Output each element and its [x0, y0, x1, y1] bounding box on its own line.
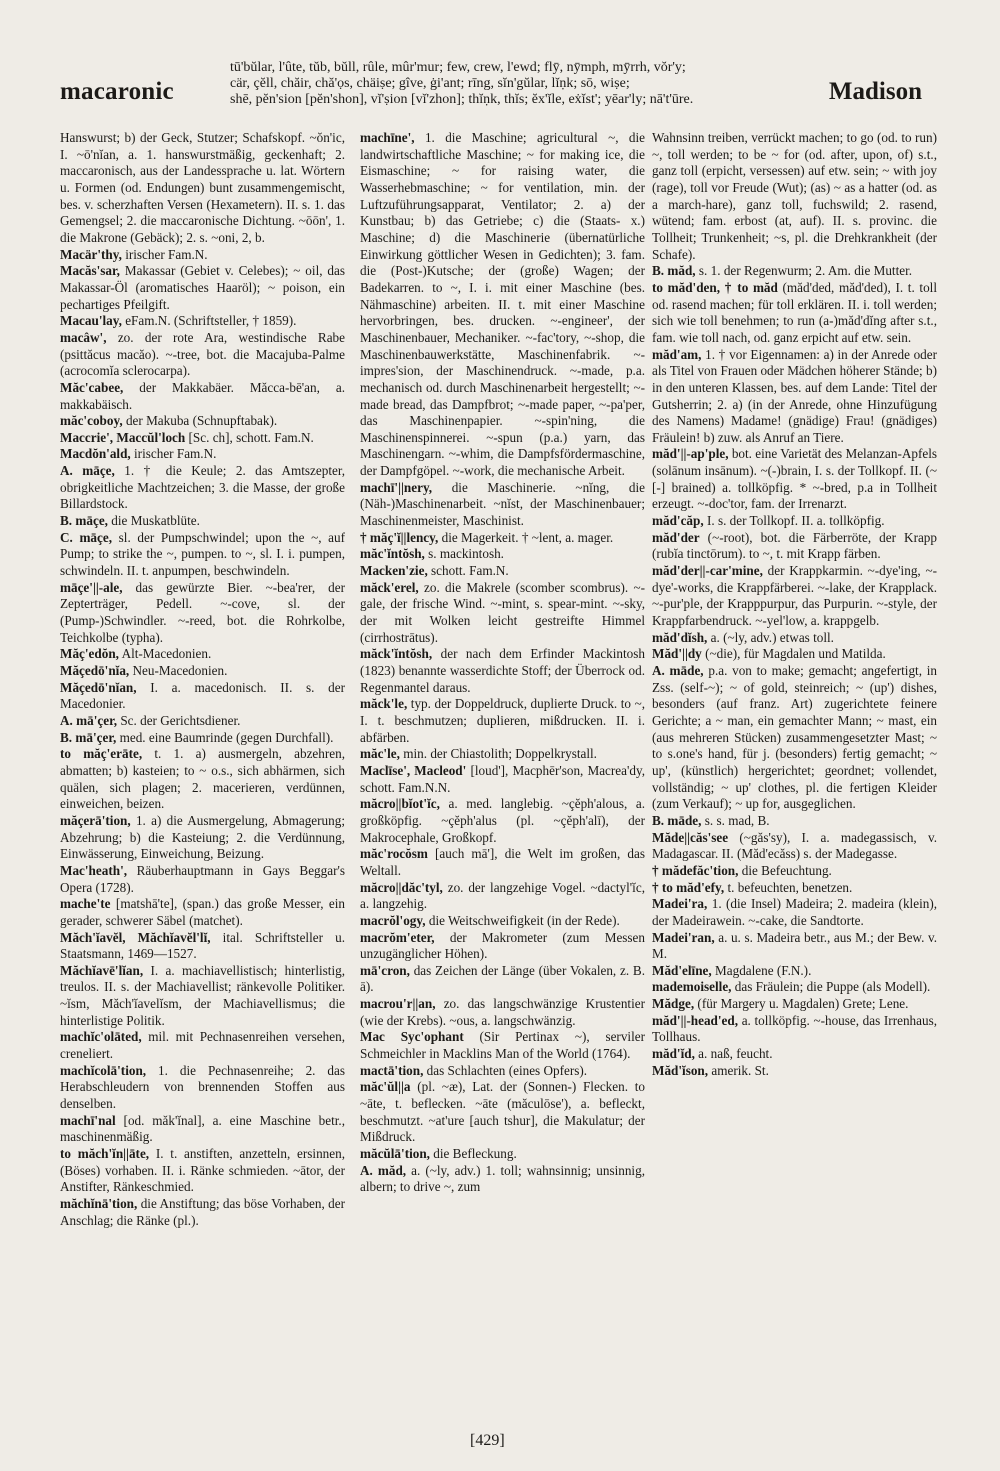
entry-definition: irischer Fam.N. — [125, 246, 208, 262]
entry-definition: a. u. s. Madeira betr., aus M.; der Bew. v. M. — [652, 929, 937, 962]
dictionary-entry — [360, 1063, 645, 1080]
entry-headword: măcro||bĭot'ĭc, — [360, 796, 440, 812]
entry-definition: irischer Fam.N. — [134, 446, 217, 462]
column-1 — [60, 130, 345, 1430]
entry-headword: Macau'lay, — [60, 313, 122, 329]
entry-headword: machī'nal — [60, 1112, 116, 1128]
entry-headword: măd'căp, — [652, 513, 704, 529]
entry-headword: măcŭlā'tion, — [360, 1146, 430, 1162]
entry-headword: A. mā'çer, — [60, 712, 118, 728]
dictionary-entry — [60, 463, 345, 513]
entry-definition: Neu-Macedonien. — [132, 663, 228, 678]
entry-definition: (Sir Pertinax ~), serviler Schmeichler in Macklins Man of the World (1764). — [360, 1029, 645, 1062]
entry-definition: a. med. langlebig. ~çĕph'alous, a. großköpfig. ~çĕph'alus (pl. ~çĕph'alī), der Makrocephale, Großkopf. — [360, 796, 645, 845]
page-number: [429] — [470, 1432, 505, 1449]
entry-headword: măçerā'tion, — [60, 812, 131, 828]
entry-definition: Sc. der Gerichtsdiener. — [120, 712, 241, 728]
entry-headword: Macdŏn'ald, — [60, 446, 131, 462]
dictionary-entry — [652, 863, 937, 880]
dictionary-entry — [652, 930, 937, 963]
entry-definition: amerik. St. — [711, 1062, 769, 1078]
entry-definition: der Makrometer (zum Messen unzugänglicher Höhen). — [360, 929, 645, 962]
dictionary-entry — [652, 446, 937, 513]
entry-definition: ital. Schriftsteller u. Staatsmann, 1469—1527. — [60, 929, 345, 962]
dictionary-entry — [60, 1146, 345, 1196]
dictionary-entry — [652, 830, 937, 863]
entry-definition: s. s. mad, B. — [704, 812, 770, 828]
dictionary-entry — [60, 813, 345, 863]
dictionary-entry — [360, 1079, 645, 1146]
entry-headword: to măç'erāte, — [60, 746, 143, 762]
entry-headword: mache'te — [60, 896, 111, 912]
entry-headword: B. mā'çer, — [60, 729, 117, 745]
entry-definition: der Makuba (Schnupftabak). — [125, 413, 278, 429]
entry-definition: (~găs'sy), I. a. madegassisch, v. Madagascar. II. (Măd'ecăss) s. der Madegasse. — [652, 829, 937, 862]
entry-headword: măck'ĭntŏsh, — [360, 646, 433, 662]
entry-definition: Makassar (Gebiet v. Celebes); ~ oil, das Makassar-Öl (aromatisches Haaröl); ~ poison, ein pechartiges Pfeilgift. — [60, 263, 345, 312]
entry-headword: B. māde, — [652, 812, 702, 828]
entry-headword: măd'am, — [652, 346, 702, 362]
entry-headword: † to măd'efy, — [652, 879, 725, 895]
dictionary-entry — [360, 796, 645, 846]
dictionary-entry — [360, 696, 645, 746]
entry-headword: Mac Syc'ophant — [360, 1029, 464, 1045]
dictionary-entry — [652, 530, 937, 563]
dictionary-entry — [60, 313, 345, 330]
entry-headword: Maclīse', Macleod' — [360, 762, 467, 778]
entry-definition: [od. măk'ĭnal], a. eine Maschine betr., maschinenmäßig. — [60, 1112, 345, 1145]
entry-definition: der nach dem Erfinder Mackintosh (1823) benannte wasserdichte Stoff; der Überrock od. Regenmantel daraus. — [360, 646, 645, 695]
dictionary-entry — [652, 646, 937, 663]
entry-definition: a. (~ly, adv.) etwas toll. — [710, 629, 834, 645]
entry-definition: zo. der rote Ara, westindische Rabe (psittăcus macăo). ~-tree, bot. die Macajuba-Palme (acrocomĭa sclerocarpa). — [60, 329, 345, 379]
entry-headword: măd'dĭsh, — [652, 629, 708, 645]
entry-definition: Hanswurst; b) der Geck, Stutzer; Schafskopf. ~ŏn'ic, I. ~ō'nĭan, a. 1. hanswurstmäßig, geckenhaft; 2. maccaronisch, aus der Landessprache u. lat. Wörtern u. Formen (od. Endungen) bunt zusammengemischt, bes. v. scherzhaften Versen (Hexametern). II. s. 1. das Gemengsel; 2. die maccaronische Dichtung. ~ōōn', 1. die Makrone (Gebäck); 2. s. ~oni, 2, b. — [60, 130, 345, 245]
entry-definition: s. 1. der Regenwurm; 2. Am. die Mutter. — [698, 263, 913, 279]
dictionary-entry — [60, 530, 345, 580]
dictionary-entry — [652, 347, 937, 447]
entry-headword: măd'der||-car'mine, — [652, 563, 763, 579]
guide-word-left: macaronic — [60, 78, 174, 105]
dictionary-entry — [360, 646, 645, 696]
entry-definition: 1. a) die Ausmergelung, Abmagerung; Abzehrung; b) die Kasteiung; 2. die Verdünnung, Einwässerung, Einweichung, Beizung. — [60, 812, 345, 862]
dictionary-entry — [360, 746, 645, 763]
dictionary-entry — [60, 380, 345, 413]
entry-headword: macrŏm'eter, — [360, 929, 435, 945]
dictionary-entry — [60, 430, 345, 447]
entry-definition: I. a. macedonisch. II. s. der Macedonier. — [60, 679, 345, 712]
entry-headword: machĭc'olāted, — [60, 1029, 142, 1045]
entry-definition: I. t. anstiften, anzetteln, ersinnen, (Böses) vorhaben. II. i. Ränke schmieden. ~ātor, der Anstifter, Ränkeschmied. — [60, 1146, 345, 1195]
entry-definition: (für Margery u. Magdalen) Grete; Lene. — [697, 996, 909, 1012]
dictionary-entry — [60, 130, 345, 247]
dictionary-entry — [360, 996, 645, 1029]
dictionary-entry — [652, 263, 937, 280]
entry-definition: typ. der Doppeldruck, duplierte Druck. to ~, I. t. beschmutzen; duplieren, mißdrucken. II. i. abfärben. — [360, 696, 645, 745]
entry-headword: Macär'thy, — [60, 246, 122, 262]
dictionary-entry — [652, 630, 937, 647]
entry-headword: Măd'elīne, — [652, 962, 712, 978]
dictionary-entry — [60, 746, 345, 813]
entry-definition: (pl. ~æ), Lat. der (Sonnen-) Flecken. to ~āte, t. beflecken. ~āte (măculōse'), a. befleckt, beschmutzt. ~at'ure [auch tshur], die Makulatur; der Mißdruck. — [360, 1079, 645, 1145]
dictionary-entry — [360, 1146, 645, 1163]
entry-definition: schott. Fam.N. — [431, 563, 509, 579]
entry-headword: Măd'||dy — [652, 646, 702, 662]
entry-definition: eFam.N. (Schriftsteller, † 1859). — [125, 313, 297, 329]
entry-definition: die Anstiftung; das böse Vorhaben, der Anschlag; die Ränke (pl.). — [60, 1196, 345, 1228]
entry-definition: 1. † die Keule; 2. das Amtszepter, obrigkeitliche Machtzeichen; 3. die Masse, der große Billardstock. — [60, 463, 345, 512]
entry-definition: t. befeuchten, benetzen. — [727, 879, 853, 895]
entry-headword: Măchĭavē'lĭan, — [60, 962, 144, 978]
dictionary-entry — [652, 663, 937, 813]
entry-headword: mactā'tion, — [360, 1062, 424, 1078]
dictionary-entry — [60, 446, 345, 463]
pronunciation-key-line: cär, çĕll, chăir, chă'ọs, chäiṣe; gîve, ġi'ant; rīng, sĭn'gŭlar, lĭṇk; sō, wiṣe; — [230, 76, 630, 91]
entry-definition: [loud'], Macphēr'son, Macrea'dy, schott. Fam.N.N. — [360, 762, 645, 795]
dictionary-entry — [60, 963, 345, 1030]
dictionary-entry — [60, 680, 345, 713]
entry-headword: Mădge, — [652, 996, 695, 1012]
entry-headword: Măch'ĭavĕl, Măchĭavĕl'lĭ, — [60, 929, 211, 945]
dictionary-entry — [60, 1029, 345, 1062]
entry-definition: die Magerkeit. † ~lent, a. mager. — [441, 529, 614, 545]
dictionary-entry — [60, 330, 345, 380]
entry-headword: machīne', — [360, 130, 415, 145]
entry-headword: măd'der — [652, 529, 700, 545]
entry-definition: [matshā'te], (span.) das große Messer, ein gerader, schwerer Säbel (matchet). — [60, 896, 345, 928]
dictionary-entry — [60, 413, 345, 430]
entry-headword: Madei'ran, — [652, 929, 715, 945]
entry-headword: măchĭnā'tion, — [60, 1196, 138, 1211]
entry-definition: 1. die Pechnasenreihe; 2. das Herabschleudern von brennenden Stoffen aus denselben. — [60, 1062, 345, 1112]
pronunciation-key-line: tū'bŭlar, l'ûte, tŭb, bŭll, rûle, mûr'mur; few, crew, l'ewd; flȳ, nȳmph, mȳrrh, vŏr'y; — [230, 60, 686, 75]
entry-headword: māçe'||-ale, — [60, 579, 123, 595]
entry-definition: t. 1. a) ausmergeln, abzehren, abmatten; b) kasteien; to ~ o.s., sich abhärmen, sich quälen, sich plagen; 2. macerieren, verdünnen, einweichen, beizen. — [60, 746, 345, 812]
dictionary-entry — [60, 1113, 345, 1146]
entry-headword: Macăs'sar, — [60, 263, 120, 279]
entry-headword: măc'ŭl||a — [360, 1079, 411, 1095]
dictionary-entry — [652, 280, 937, 347]
entry-definition: Magdalene (F.N.). — [715, 962, 812, 978]
entry-definition: sl. der Pumpschwindel; upon the ~, auf Pump; to strike the ~, pumpen. to ~, sl. I. i. pumpen, schwindeln. II. t. anpumpen, beschwindeln. — [60, 529, 345, 579]
entry-definition: s. mackintosh. — [428, 546, 504, 562]
entry-definition: mil. mit Pechnasenreihen versehen, creneliert. — [60, 1029, 345, 1062]
dictionary-entry — [652, 1046, 937, 1063]
dictionary-entry — [360, 880, 645, 913]
entry-definition: I. s. der Tollkopf. II. a. tollköpfig. — [706, 513, 885, 529]
entry-definition: die Befeuchtung. — [741, 862, 832, 878]
pronunciation-key-line: shē, pĕn'sion [pĕn'shon], vĭ'ṣion [vĭ'zhon]; thĭṇk, thĭs; ĕx'ĭle, eẋĭst'; yēar'ly; nā't'ūre. — [230, 92, 694, 107]
dictionary-entry — [60, 863, 345, 896]
dictionary-entry — [652, 1063, 937, 1080]
entry-definition: 1. † vor Eigennamen: a) in der Anrede oder als Titel von Frauen oder Mädchen höherer Stände; b) in den unteren Klassen, bes. auf dem Lande: Titel der Gutsherrin; 2. a) (in der Anrede, ohne Hinzufügung des Namens) Madame! (gnädige) Frau! (gnädiges) Fräulein! b) zuw. als Anruf an Tiere. — [652, 346, 937, 445]
entry-headword: Măçedō'nĭa, — [60, 663, 130, 678]
dictionary-entry — [60, 247, 345, 264]
column-3 — [652, 130, 937, 1430]
dictionary-entry — [360, 530, 645, 547]
column-2 — [360, 130, 645, 1430]
dictionary-entry — [652, 896, 937, 929]
entry-headword: măck'erel, — [360, 579, 419, 595]
entry-definition: zo. das langschwänzige Krustentier (wie der Krebs). ~ous, a. langschwänzig. — [360, 996, 645, 1028]
entry-headword: Madei'ra, — [652, 896, 708, 912]
entry-definition: Räuberhauptmann in Gays Beggar's Opera (1728). — [60, 862, 345, 895]
dictionary-entry — [60, 713, 345, 730]
entry-definition: [auch mā'], die Welt im großen, das Weltall. — [360, 846, 645, 878]
dictionary-entry — [60, 646, 345, 663]
dictionary-entry — [652, 513, 937, 530]
entry-definition: die Muskatblüte. — [111, 513, 200, 529]
entry-definition: a. tollköpfig. ~-house, das Irrenhaus, Tollhaus. — [652, 1012, 937, 1045]
dictionary-entry — [360, 930, 645, 963]
entry-headword: măc'ĭntŏsh, — [360, 546, 425, 562]
entry-headword: A. māçe, — [60, 463, 115, 479]
dictionary-entry — [360, 763, 645, 796]
dictionary-entry — [652, 1013, 937, 1046]
entry-headword: măc'le, — [360, 746, 400, 762]
entry-definition: (măd'ded, măd'ded), I. t. toll od. rasend machen; für toll erklären. II. i. toll werden; sich wie toll benehmen; to run (a-)măd'dĭng after s.t., fam. wie toll nach, od. ganz erpicht auf etw. sein. — [652, 279, 937, 345]
entry-definition: die Befleckung. — [433, 1146, 517, 1162]
entry-headword: to măd'den, † to măd — [652, 279, 778, 295]
entry-headword: B. māçe, — [60, 513, 108, 529]
entry-headword: to măch'ĭn||āte, — [60, 1146, 150, 1162]
dictionary-entry — [652, 130, 937, 263]
dictionary-entry — [60, 580, 345, 647]
entry-definition: (~die), für Magdalen und Matilda. — [705, 646, 886, 662]
entry-definition: bot. eine Varietät des Melanzan-Apfels (solānum insānum). ~(-)brain, I. s. der Tollkopf. II. (~[-] brained) a. tollköpfig. * ~-bred, p.a in Tollheit erzeugt. ~-doc'tor, fam. der Irrenarzt. — [652, 446, 937, 512]
entry-definition: a. naß, feucht. — [698, 1046, 773, 1062]
entry-headword: mā'cron, — [360, 962, 410, 978]
dictionary-entry — [652, 813, 937, 830]
entry-definition: Alt-Macedonien. — [121, 646, 212, 662]
dictionary-entry — [360, 130, 645, 480]
entry-definition: der Makkabäer. Măcca-bē'an, a. makkabäisch. — [60, 379, 345, 412]
entry-headword: măc'rocŏsm — [360, 846, 428, 862]
guide-word-right: Madison — [828, 78, 922, 105]
dictionary-entry — [652, 563, 937, 630]
dictionary-entry — [360, 580, 645, 647]
entry-headword: Măde||căs'see — [652, 829, 729, 845]
dictionary-entry — [360, 480, 645, 530]
entry-headword: Măç'edŏn, — [60, 646, 119, 662]
entry-headword: Măd'ĭson, — [652, 1062, 709, 1078]
entry-definition: der Krappkarmin. ~-dye'ing, ~-dye'-works, die Krappfärberei. ~-lake, der Krapplack. ~-pur'ple, der Krapppurpur, das Purpurin. ~-style, der Krappfarbendruck. ~-yel'low, a. krappgelb. — [652, 563, 937, 629]
entry-headword: măd'||-head'ed, — [652, 1012, 739, 1028]
dictionary-entry — [60, 263, 345, 313]
dictionary-entry — [652, 880, 937, 897]
dictionary-entry — [60, 1196, 345, 1229]
entry-definition: die Maschinerie. ~nĭng, die (Näh-)Maschinenarbeit. ~nĭst, der Maschinenbauer; Maschinenmeister, Maschinist. — [360, 479, 645, 529]
entry-definition: [Sc. ch], schott. Fam.N. — [188, 429, 314, 445]
dictionary-entry — [360, 546, 645, 563]
entry-definition: das Zeichen der Länge (über Vokalen, z. B. ā). — [360, 962, 645, 995]
dictionary-entry — [360, 846, 645, 879]
dictionary-entry — [60, 1063, 345, 1113]
dictionary-entry — [60, 663, 345, 680]
entry-headword: macâw', — [60, 329, 107, 345]
entry-headword: măck'le, — [360, 696, 408, 712]
entry-definition: das gewürzte Bier. ~-bea'rer, der Zepterträger, Pedell. ~-cove, sl. der (Pump-)Schwindler. ~-reed, bot. die Rohrkolbe, Teichkolbe (typha). — [60, 579, 345, 645]
dictionary-entry — [60, 930, 345, 963]
entry-definition: min. der Chiastolith; Doppelkrystall. — [403, 746, 597, 762]
entry-definition: I. a. machiavellistisch; hinterlistig, treulos. II. s. der Machiavellist; ränkevolle Politiker. ~ĭsm, Măch'ĭavelĭsm, der Machiavellismus; die hinterlistige Politik. — [60, 962, 345, 1028]
entry-headword: A. māde, — [652, 663, 704, 678]
dictionary-entry — [60, 513, 345, 530]
dictionary-entry — [360, 1029, 645, 1062]
entry-headword: A. măd, — [360, 1162, 407, 1178]
entry-headword: Măçedō'nĭan, — [60, 679, 137, 695]
entry-definition: die Weitschweifigkeit (in der Rede). — [428, 912, 620, 928]
entry-definition: zo. der langzehige Vogel. ~dactyl'ĭc, a. langzehig. — [360, 879, 645, 912]
entry-definition: 1. (die Insel) Madeira; 2. madeira (klein), der Madeirawein. ~-cake, die Sandtorte. — [652, 896, 937, 928]
dictionary-entry — [652, 979, 937, 996]
dictionary-entry — [652, 996, 937, 1013]
entry-definition: p.a. von to make; gemacht; angefertigt, in Zss. (self-~); ~ of gold, steinreich; ~ (up') dishes, besonders (auf franz. Art) zugerichtete feinere Gerichte; a ~ man, ein gemachter Mann; ~ mast, ein (aus mehreren Stücken) zusammengesetzter Mast; ~ to s.one's hand, für j. (besonders) fertig gemacht; ~ up', (künstlich) hergerichtet; geordnet; vollendet, vollständig; ~ up' clothes, pl. die fertigen Kleider (zum Verkauf); ~ up for, ausgeglichen. — [652, 663, 937, 812]
entry-headword: mademoiselle, — [652, 979, 732, 995]
entry-headword: machĭcolā'tion, — [60, 1062, 147, 1078]
dictionary-entry — [360, 963, 645, 996]
entry-definition: das Fräulein; die Puppe (als Modell). — [734, 979, 931, 995]
entry-definition: 1. die Maschine; agricultural ~, die landwirtschaftliche Maschine; ~ for making ice, die Eismaschine; ~ for raising water, die Wasserhebmaschine; ~ for ventilation, min. der Luftzuführungsapparat, Ventilator; 2. a) der Kunstbau; b) das Getriebe; c) die (Staats- x.) Maschine; d) die Maschinerie (übernatürliche Einwirkung göttlicher Wesen in Gedichten); 3. fam. die (Post-)Kutsche; der (große) Wagen; der Badekarren. to ~, I. i. mit einer Maschine (bes. Nähmaschine) arbeiten. II. t. mit einer Maschine hervorbringen, bes. drucken. ~-engineer', der Maschinenbauer, Mechaniker. ~-fac'tory, ~-shop, die Maschinenbauwerkstätte, Maschinenfabrik. ~-impres'sion, der Maschinendruck. ~-made, p.a. mechanisch od. durch Maschinenarbeit hergestellt; ~-made bread, das Dampfbrot; ~-made paper, ~-pa'per, das Maschinenpapier. ~-spin'ning, die Maschinenspinnerei. ~-spun (p.a.) yarn, das Maschinengarn. ~-whim, die Dampfsfördermaschine, der Dampfgöpel. ~-work, die mechanische Arbeit. — [360, 130, 645, 479]
entry-definition: med. eine Baumrinde (gegen Durchfall). — [119, 729, 334, 745]
entry-headword: macrou'r||an, — [360, 996, 436, 1012]
dictionary-entry — [360, 913, 645, 930]
entry-definition: a. (~ly, adv.) 1. toll; wahnsinnig; unsinnig, albern; to drive ~, zum — [360, 1162, 645, 1195]
entry-headword: măd'ĭd, — [652, 1046, 695, 1062]
entry-headword: măcro||dăc'tyl, — [360, 879, 443, 895]
dictionary-entry — [360, 563, 645, 580]
entry-headword: măd'||-ap'ple, — [652, 446, 729, 462]
entry-headword: Maccrie', Maccŭl'loch — [60, 429, 186, 445]
dictionary-entry — [360, 1163, 645, 1196]
entry-headword: macrŏl'ogy, — [360, 912, 426, 928]
entry-definition: (~-root), bot. die Färberröte, der Krapp (rubĭa tinctōrum). to ~, t. mit Krapp färben. — [652, 529, 937, 562]
entry-definition: das Schlachten (eines Opfers). — [426, 1062, 588, 1078]
dictionary-entry — [652, 963, 937, 980]
entry-headword: C. māçe, — [60, 529, 113, 545]
entry-headword: † măç'ĭ||lency, — [360, 529, 439, 545]
entry-headword: Mac'heath', — [60, 862, 128, 878]
entry-headword: măc'coboy, — [60, 413, 123, 429]
entry-headword: B. măd, — [652, 263, 696, 279]
entry-headword: Macken'zie, — [360, 563, 428, 579]
entry-definition: Wahnsinn treiben, verrückt machen; to go (od. to run) ~, toll werden; to be ~ for (od. after, upon, of) s.t., ganz toll (erpicht, versessen) auf etw. sein; ~ with joy (rage), toll vor Freude (Wut); (as) ~ as a hatter (od. as a march-hare), ganz toll, fuchswild; 2. rasend, wütend; fam. erbost (at, auf). II. s. provinc. die Tollheit; Trunkenheit; ~s, pl. die Drehkrankheit (der Schafe). — [652, 130, 937, 262]
dictionary-entry — [60, 896, 345, 929]
entry-headword: machī'||nery, — [360, 479, 433, 495]
entry-headword: Măc'cabee, — [60, 379, 124, 395]
pronunciation-key — [230, 60, 800, 108]
entry-headword: † mădefăc'tion, — [652, 862, 739, 878]
dictionary-entry — [60, 730, 345, 747]
entry-definition: zo. die Makrele (scomber scombrus). ~-gale, der frische Wind. ~-mint, s. spear-mint. ~-sky, der mit Wolken leicht gestreifte Himmel (cirrhostrātus). — [360, 579, 645, 645]
